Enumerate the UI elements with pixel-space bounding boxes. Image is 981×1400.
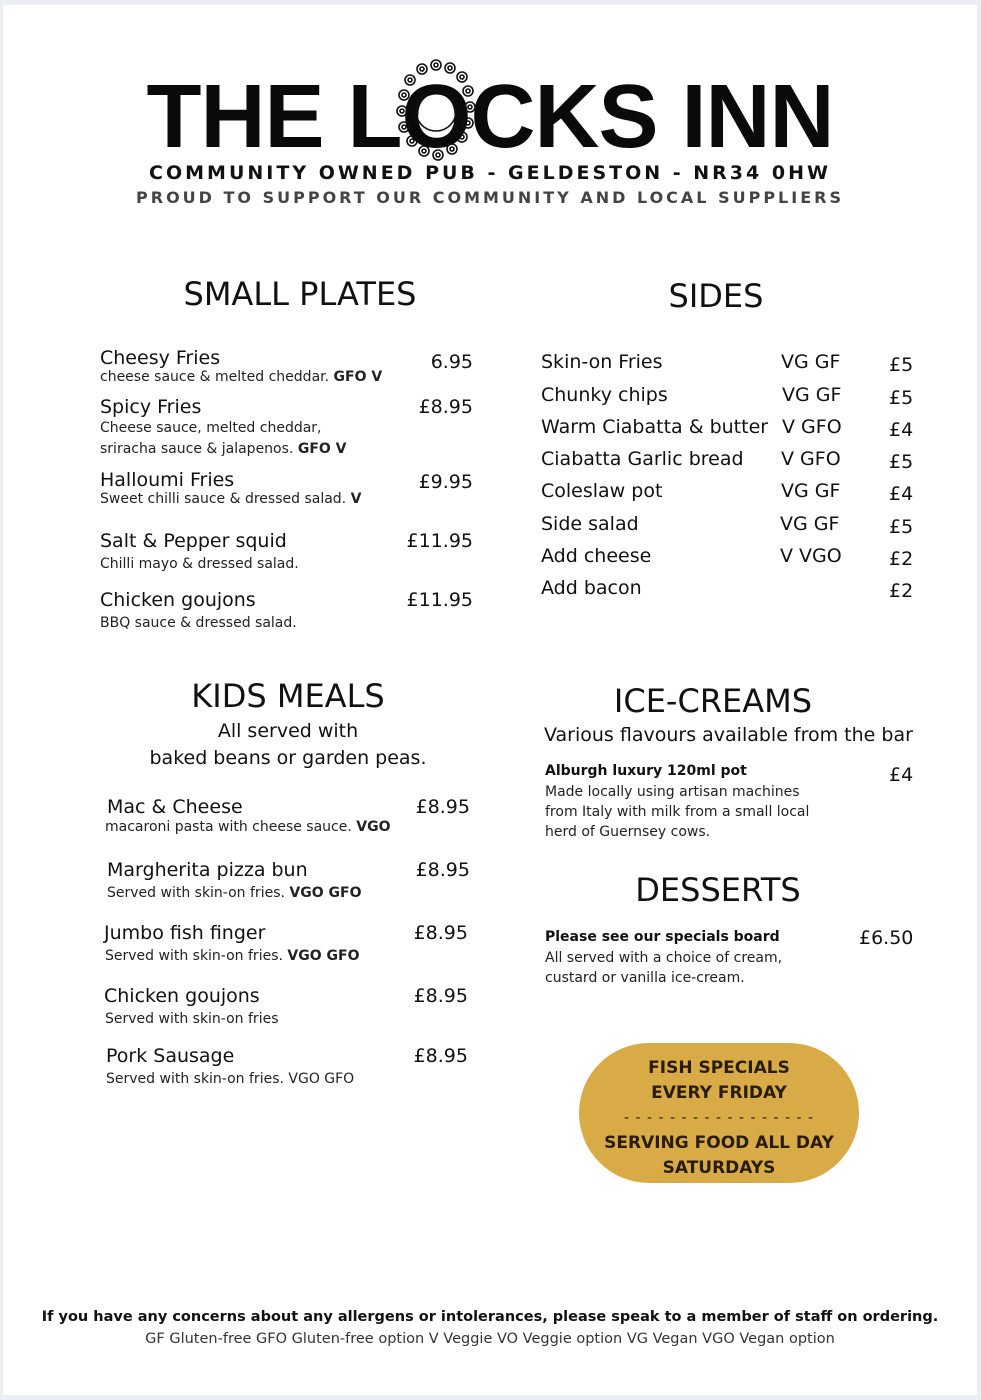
side-name: Add cheese (541, 545, 652, 567)
side-name: Ciabatta Garlic bread (541, 448, 744, 470)
side-name: Side salad (541, 513, 639, 535)
small-plates-heading: SMALL PLATES (183, 275, 417, 313)
side-diet: VG GF (781, 480, 841, 502)
side-name: Chunky chips (541, 384, 668, 406)
side-price: £5 (889, 354, 914, 376)
kids-meal-name: Pork Sausage (106, 1045, 235, 1067)
ice-creams-heading: ICE-CREAMS (613, 682, 813, 720)
small-plate-name: Salt & Pepper squid (100, 530, 287, 552)
ice-cream-price: £4 (889, 764, 914, 786)
badge-line: SERVING FOOD ALL DAY (604, 1133, 834, 1153)
kids-meal-price: £8.95 (413, 922, 468, 944)
side-price: £2 (889, 548, 914, 570)
allergen-notice: If you have any concerns about any allergens or intolerances, please speak to a member of staff on ordering. (41, 1309, 939, 1325)
side-price: £4 (889, 419, 914, 441)
small-plate-desc: Chilli mayo & dressed salad. (100, 556, 299, 572)
side-price: £5 (889, 516, 914, 538)
kids-meal-price: £8.95 (415, 859, 470, 881)
kids-meal-name: Mac & Cheese (107, 796, 243, 818)
small-plate-name: Halloumi Fries (100, 469, 235, 491)
specials-badge (579, 1043, 859, 1183)
small-plate-price: 6.95 (430, 351, 473, 373)
badge-line: SATURDAYS (662, 1158, 776, 1178)
small-plate-desc: BBQ sauce & dressed salad. (100, 615, 297, 631)
dietary-key: GF Gluten-free GFO Gluten-free option V Veggie VO Veggie option VG Vegan VGO Vegan option (145, 1331, 835, 1347)
side-diet: VG GF (781, 351, 841, 373)
pub-subtitle: COMMUNITY OWNED PUB - GELDESTON - NR34 0HW (149, 162, 831, 184)
kids-meal-price: £8.95 (413, 985, 468, 1007)
badge-line: FISH SPECIALS (648, 1058, 790, 1078)
dessert-price: £6.50 (859, 927, 914, 949)
side-diet: V VGO (780, 545, 842, 567)
side-name: Skin-on Fries (541, 351, 663, 373)
side-diet: VG GF (782, 384, 842, 406)
badge-line: EVERY FRIDAY (651, 1083, 787, 1103)
kids-meals-note: baked beans or garden peas. (149, 747, 427, 769)
side-diet: VG GF (780, 513, 840, 535)
side-name: Add bacon (541, 577, 642, 599)
small-plate-name: Spicy Fries (100, 396, 202, 418)
kids-meal-name: Margherita pizza bun (107, 859, 308, 881)
side-price: £5 (889, 387, 914, 409)
side-name: Coleslaw pot (541, 480, 663, 502)
side-price: £5 (889, 451, 914, 473)
small-plate-desc: Sweet chilli sauce & dressed salad. V (100, 491, 362, 507)
kids-meal-name: Jumbo fish finger (104, 922, 266, 944)
small-plate-price: £11.95 (406, 589, 473, 611)
side-diet: V GFO (781, 448, 841, 470)
small-plate-desc: Cheese sauce, melted cheddar, (100, 420, 322, 436)
desserts-heading: DESSERTS (635, 871, 801, 909)
ice-creams-note: Various flavours available from the bar (544, 724, 913, 746)
pub-tagline: PROUD TO SUPPORT OUR COMMUNITY AND LOCAL SUPPLIERS (136, 188, 844, 207)
kids-meal-price: £8.95 (415, 796, 470, 818)
small-plate-name: Chicken goujons (100, 589, 256, 611)
small-plate-name: Cheesy Fries (100, 347, 221, 369)
small-plate-price: £9.95 (418, 471, 473, 493)
menu-page (3, 5, 977, 1395)
pub-title: THE LOCKS INN (146, 67, 834, 167)
small-plate-price: £11.95 (406, 530, 473, 552)
side-price: £2 (889, 580, 914, 602)
side-name: Warm Ciabatta & butter (541, 416, 769, 438)
kids-meal-desc: Served with skin-on fries (105, 1011, 279, 1027)
small-plate-desc: cheese sauce & melted cheddar. GFO V (100, 369, 383, 385)
side-price: £4 (889, 483, 914, 505)
dessert-name: Please see our specials board (545, 929, 780, 945)
kids-meals-note: All served with (217, 720, 359, 742)
kids-meal-desc: Served with skin-on fries. VGO GFO (107, 885, 362, 901)
kids-meal-name: Chicken goujons (104, 985, 260, 1007)
ice-cream-name: Alburgh luxury 120ml pot (545, 763, 747, 779)
badge-divider: - - - - - - - - - - - - - - - - - (623, 1110, 815, 1126)
kids-meal-price: £8.95 (413, 1045, 468, 1067)
knot-logo (396, 55, 476, 167)
kids-meals-heading: KIDS MEALS (191, 677, 385, 715)
ice-cream-desc: Made locally using artisan machines from Italy with milk from a small local herd of Guernsey cows. (545, 784, 810, 840)
kids-meal-desc: macaroni pasta with cheese sauce. VGO (105, 819, 391, 835)
small-plate-desc: sriracha sauce & jalapenos. GFO V (100, 441, 347, 457)
kids-meal-desc: Served with skin-on fries. VGO GFO (106, 1071, 355, 1087)
small-plate-price: £8.95 (418, 396, 473, 418)
kids-meal-desc: Served with skin-on fries. VGO GFO (105, 948, 360, 964)
dessert-desc: All served with a choice of cream, custard or vanilla ice-cream. (545, 950, 783, 986)
side-diet: V GFO (782, 416, 842, 438)
sides-heading: SIDES (668, 277, 764, 315)
